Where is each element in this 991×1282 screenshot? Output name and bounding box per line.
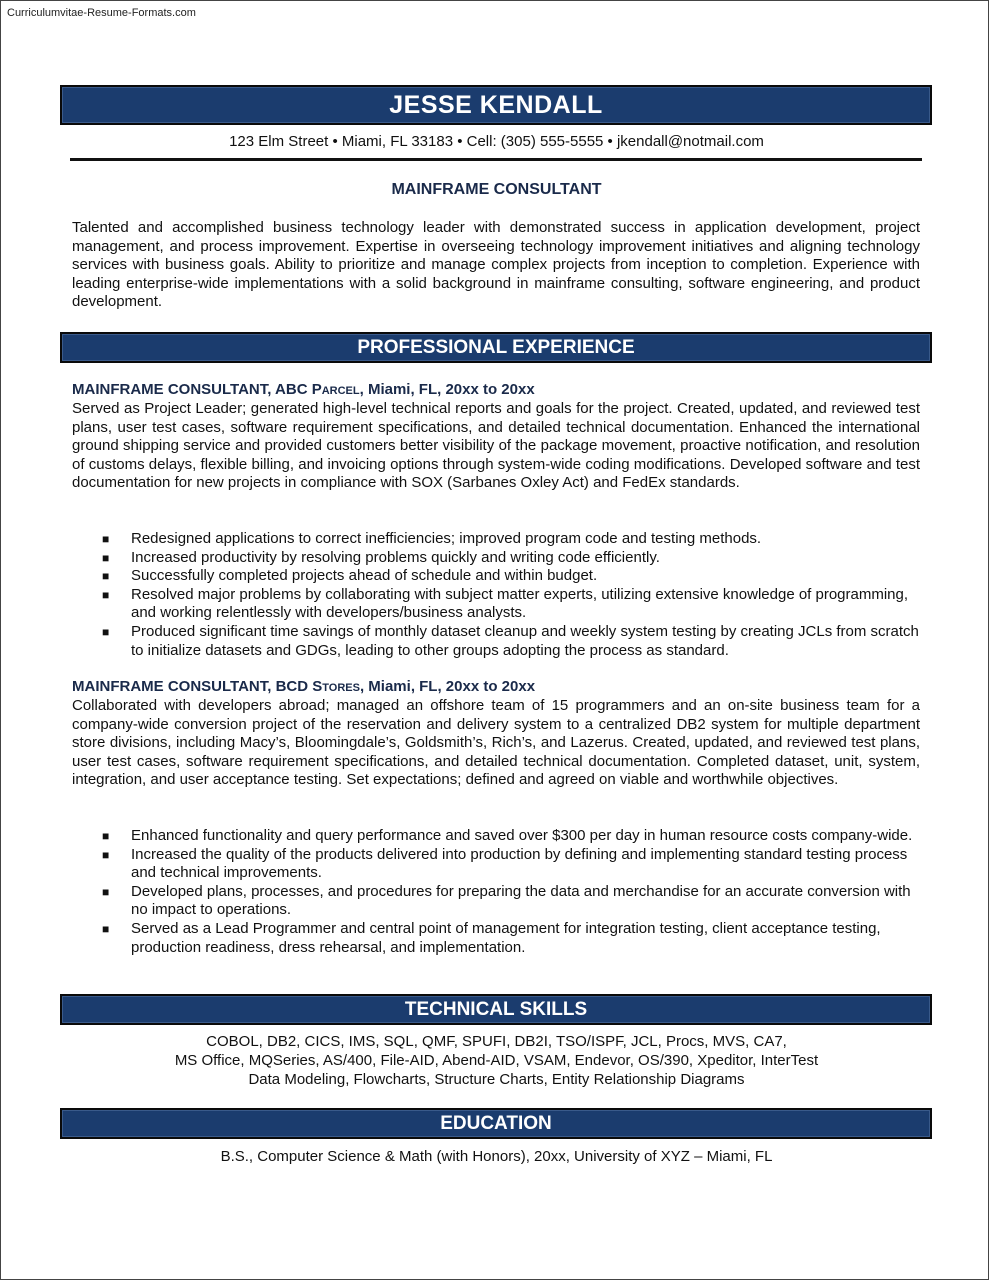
contact-line: 123 Elm Street • Miami, FL 33183 • Cell: (305) 555-5555 • jkendall@notmail.com <box>229 133 764 150</box>
job-title-pre: MAINFRAME CONSULTANT, ABC <box>72 381 312 398</box>
education-line: B.S., Computer Science & Math (with Honors), 20xx, University of XYZ – Miami, FL <box>220 1148 773 1165</box>
section-education-banner: EDUCATION <box>60 1108 932 1139</box>
bullet-icon: ■ <box>102 587 110 602</box>
list-item <box>72 530 920 549</box>
list-item <box>72 549 920 568</box>
bullet-icon: ■ <box>102 550 110 565</box>
skills-list <box>1 1032 991 1089</box>
bullet-icon: ■ <box>102 624 110 639</box>
section-skills-banner: TECHNICAL SKILLS <box>60 994 932 1025</box>
list-item <box>72 846 920 883</box>
job-description: Collaborated with developers abroad; managed an offshore team of 15 programmers and an on-site business team for a company-wide conversion project of the reservation and delivery system to a centralized DB2 system for multiple department store divisions, including Macy’s, Bloomingdale’s, Goldsmith’s, Rich’s, and Lazerus. Created, updated, and reviewed test plans, user test cases, software requirement specifications, and detailed technical documentation. Completed dataset, unit, system, integration, and user acceptance testing. Set expectations; defined and agreed on viable and worthwhile objectives. <box>72 697 920 789</box>
job-title-post: , Miami, FL, 20xx to 20xx <box>359 678 536 695</box>
job-company: Stores <box>312 678 360 695</box>
job-bullets <box>72 827 920 957</box>
list-item <box>72 883 920 920</box>
name-banner: JESSE KENDALL <box>60 85 932 125</box>
job-title <box>72 381 920 399</box>
bullet-text: Served as a Lead Programmer and central point of management for integration testing, client acceptance testing, production readiness, dress rehearsal, and implementation. <box>131 919 881 956</box>
job-description: Served as Project Leader; generated high-level technical reports and goals for the project. Created, updated, and reviewed test plans, user test cases, software requirement specifications, and detailed technical documentation. Enhanced the international ground shipping service and provided customers better visibility of the package movement, proactive notification, and resolution of customs delays, flexible billing, and invoicing options through system-wide coding modifications. Developed software and test documentation for new projects in compliance with SOX (Sarbanes Oxley Act) and FedEx standards. <box>72 400 920 492</box>
skills-line: Data Modeling, Flowcharts, Structure Charts, Entity Relationship Diagrams <box>248 1071 745 1088</box>
bullet-text: Developed plans, processes, and procedures for preparing the data and merchandise for an accurate conversion with no impact to operations. <box>131 882 911 919</box>
bullet-text: Successfully completed projects ahead of schedule and within budget. <box>131 567 598 585</box>
bullet-text: Increased productivity by resolving problems quickly and writing code efficiently. <box>131 548 660 566</box>
bullet-icon: ■ <box>102 829 110 843</box>
watermark: Curriculumvitae-Resume-Formats.com <box>7 7 196 19</box>
job-bullets <box>72 530 920 660</box>
divider <box>70 158 922 161</box>
bullet-icon: ■ <box>102 569 110 584</box>
list-item <box>72 623 920 660</box>
bullet-icon: ■ <box>102 847 110 862</box>
list-item <box>72 586 920 623</box>
skills-line: COBOL, DB2, CICS, IMS, SQL, QMF, SPUFI, DB2I, TSO/ISPF, JCL, Procs, MVS, CA7, <box>206 1033 787 1050</box>
headline: MAINFRAME CONSULTANT <box>391 181 602 198</box>
bullet-text: Increased the quality of the products delivered into production by defining and implementing standard testing process and technical improvements. <box>131 845 908 882</box>
bullet-icon: ■ <box>102 884 110 899</box>
job-title-post: , Miami, FL, 20xx to 20xx <box>359 381 535 398</box>
job-title <box>72 678 920 696</box>
skills-line: MS Office, MQSeries, AS/400, File-AID, Abend-AID, VSAM, Endevor, OS/390, Xpeditor, InterTest <box>174 1052 819 1069</box>
job-company: Parcel <box>311 381 360 398</box>
bullet-icon: ■ <box>102 532 110 546</box>
bullet-text: Redesigned applications to correct inefficiencies; improved program code and testing methods. <box>131 530 762 547</box>
list-item <box>72 920 920 957</box>
list-item <box>72 827 920 846</box>
bullet-icon: ■ <box>102 921 110 936</box>
summary: Talented and accomplished business technology leader with demonstrated success in application development, project management, and process improvement. Expertise in overseeing technology improvement initiatives and aligning technology services with business goals. Ability to prioritize and manage complex projects from inception to completion. Experience with leading enterprise-wide implementations with a solid background in mainframe consulting, software engineering, and product development. <box>72 219 920 311</box>
section-experience-banner: PROFESSIONAL EXPERIENCE <box>60 332 932 363</box>
bullet-text: Enhanced functionality and query performance and saved over $300 per day in human resource costs company-wide. <box>131 827 913 844</box>
list-item <box>72 567 920 586</box>
bullet-text: Produced significant time savings of monthly dataset cleanup and weekly system testing by creating JCLs from scratch to initialize datasets and GDGs, leading to other groups adopting the process as standard. <box>131 622 919 659</box>
bullet-text: Resolved major problems by collaborating with subject matter experts, utilizing extensive knowledge of programming, and working relentlessly with developers/business analysts. <box>131 585 909 622</box>
job-title-pre: MAINFRAME CONSULTANT, BCD <box>72 678 313 695</box>
